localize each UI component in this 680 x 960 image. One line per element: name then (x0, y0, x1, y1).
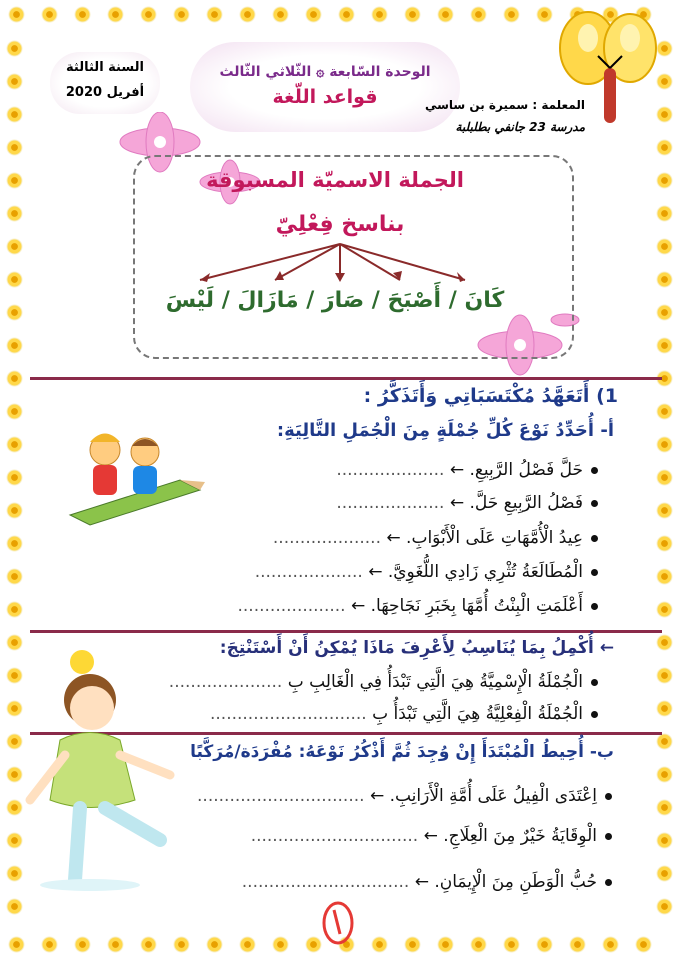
flower-border-icon (503, 6, 520, 23)
flower-border-icon (6, 469, 23, 486)
answer-blank[interactable]: ............................. (209, 704, 367, 724)
flower-border-icon (656, 337, 673, 354)
flower-border-icon (656, 436, 673, 453)
flower-border-icon (6, 568, 23, 585)
kids-on-pencil-illustration (60, 420, 210, 530)
flower-border-icon (6, 304, 23, 321)
flower-border-icon (656, 733, 673, 750)
flower-border-icon (371, 6, 388, 23)
page-stamp-icon (318, 898, 358, 948)
flower-border-icon (536, 936, 553, 953)
answer-blank[interactable]: .................... (336, 493, 450, 513)
date-label: أفريل 2020 (65, 85, 145, 100)
flower-border-icon (656, 535, 673, 552)
flower-border-icon (272, 6, 289, 23)
bullet-icon (591, 535, 598, 542)
part-b-row (251, 826, 612, 846)
flower-border-icon (656, 238, 673, 255)
part-a-heading: أ- أُحَدِّدُ نَوْعَ كُلِّ جُمْلَةٍ مِنَ الْجُمَلِ التَّالِيَةِ: (276, 420, 614, 441)
flower-border-icon (239, 936, 256, 953)
flower-border-icon (437, 6, 454, 23)
flower-border-icon (239, 6, 256, 23)
arrows-diagram (180, 240, 480, 285)
flower-border-icon (140, 6, 157, 23)
complete-text: الْجُمْلَةُ الْإِسْمِيَّةُ هِيَ الَّتِي تَبْدَأُ فِي الْغَالِبِ بِ (287, 672, 583, 692)
answer-blank[interactable]: ............................... (197, 786, 370, 806)
bullet-icon (591, 500, 598, 507)
flower-border-icon (8, 936, 25, 953)
section-divider (30, 377, 662, 380)
section-title: أَتَعَهَّدُ مُكْتَسَبَاتِي وَأَتَذَكَّرُ : (363, 385, 590, 407)
bullet-icon (605, 833, 612, 840)
flower-border-icon (656, 205, 673, 222)
flower-border-icon (206, 6, 223, 23)
flower-border-icon (656, 271, 673, 288)
flower-border-icon (74, 6, 91, 23)
sentence-text: حَلَّ فَصْلُ الرَّبِيعِ. ← (449, 460, 583, 480)
flower-border-icon (338, 6, 355, 23)
bullet-icon (591, 603, 598, 610)
sentence-text: الْمُطَالَعَةُ تُثْرِي زَادِي اللُّغَوِيَّ. ← (368, 562, 583, 582)
flower-border-icon (656, 139, 673, 156)
flower-border-icon (173, 6, 190, 23)
flower-border-icon (173, 936, 190, 953)
flower-border-icon (6, 139, 23, 156)
bullet-icon (591, 467, 598, 474)
answer-blank[interactable]: .................... (237, 596, 351, 616)
sentence-row (336, 460, 598, 480)
flower-border-icon (8, 6, 25, 23)
verbs-list: كَانَ / أَصْبَحَ / صَارَ / مَازَالَ / لَيْسَ (165, 288, 505, 313)
flower-border-icon (6, 535, 23, 552)
complete-text: الْجُمْلَةُ الْفِعْلِيَّةُ هِيَ الَّتِي تَبْدَأُ بِ (372, 704, 583, 724)
flower-border-icon (656, 634, 673, 651)
unit-title: الوحدة السّابعة ۞ الثّلاثي الثّالث (219, 64, 431, 80)
answer-blank[interactable]: ..................... (168, 672, 283, 692)
sentence-row (336, 493, 598, 513)
part-b-text: اِعْتَدَى الْفِيلُ عَلَى أُمَّةِ الْأَرَانِبِ. ← (369, 786, 597, 806)
flower-border-icon (602, 936, 619, 953)
bullet-icon (591, 679, 598, 686)
flower-border-icon (656, 865, 673, 882)
answer-blank[interactable]: .................... (336, 460, 450, 480)
flower-border-icon (41, 6, 58, 23)
sentence-text: فَصْلُ الرَّبِيعِ حَلَّ. ← (449, 493, 583, 513)
year-label: السنة الثالثة (66, 60, 144, 75)
flower-border-icon (6, 370, 23, 387)
flower-border-icon (6, 337, 23, 354)
teacher-info (425, 98, 585, 134)
flower-border-icon (6, 205, 23, 222)
teacher-name: المعلمة : سميرة بن ساسي (424, 98, 585, 112)
answer-blank[interactable]: .................... (254, 562, 369, 582)
flower-border-icon (6, 172, 23, 189)
part-b-text: حُبُّ الْوَطَنِ مِنَ الْإِيمَانِ. ← (414, 872, 597, 892)
sentence-row (273, 528, 598, 548)
sentence-row (238, 596, 599, 616)
part-b-row (197, 786, 612, 806)
flower-border-icon (656, 601, 673, 618)
flower-border-icon (6, 502, 23, 519)
flower-border-icon (656, 469, 673, 486)
complete-item (169, 672, 598, 692)
flower-border-icon (503, 936, 520, 953)
sentence-text: عِيدُ الْأُمَّهَاتِ عَلَى الْأَبْوَابِ. ← (386, 528, 583, 548)
flower-border-icon (6, 403, 23, 420)
answer-blank[interactable]: ............................... (241, 872, 415, 892)
flower-border-icon (404, 936, 421, 953)
flower-border-icon (272, 936, 289, 953)
flower-border-icon (6, 40, 23, 57)
flower-border-icon (6, 436, 23, 453)
complete-item (210, 704, 598, 724)
complete-heading: ← أُكْمِلُ بِمَا يُنَاسِبُ لِأَعْرِفَ مَاذَا يُمْكِنُ أَنْ أَسْتَنْتِجَ: (219, 638, 614, 658)
flower-border-icon (206, 936, 223, 953)
girl-illustration (20, 640, 200, 910)
flower-border-icon (569, 936, 586, 953)
flower-border-icon (305, 6, 322, 23)
flower-border-icon (635, 936, 652, 953)
flower-border-icon (656, 700, 673, 717)
part-b-heading: ب- أُحِيطُ الْمُبْتَدَأَ إِنْ وُجِدَ ثُمَّ أَذْكُرُ نَوْعَهُ: مُفْرَدَة/مُرَكَّبًا (190, 742, 614, 762)
lesson-subtitle: بناسخ فِعْلِيّ (275, 212, 405, 237)
flower-border-icon (656, 667, 673, 684)
section-number: 1) (596, 385, 618, 407)
answer-blank[interactable]: .................... (272, 528, 387, 548)
flower-border-icon (6, 238, 23, 255)
sentence-text: أَعْلَمَتِ الْبِنْتُ أُمَّهَا بِخَبَرِ نَجَاحِهَا. ← (350, 596, 583, 616)
flower-border-icon (656, 832, 673, 849)
flower-border-icon (656, 766, 673, 783)
flower-border-icon (6, 271, 23, 288)
sentence-row (255, 562, 598, 582)
flower-border-icon (656, 898, 673, 915)
flower-border-icon (656, 304, 673, 321)
flower-border-icon (6, 106, 23, 123)
flower-border-icon (41, 936, 58, 953)
bullet-icon (591, 711, 598, 718)
flower-border-icon (656, 502, 673, 519)
flower-border-icon (6, 73, 23, 90)
flower-border-icon (656, 568, 673, 585)
flower-border-icon (437, 936, 454, 953)
bullet-icon (605, 879, 612, 886)
flower-border-icon (404, 6, 421, 23)
flower-border-icon (656, 172, 673, 189)
class-info (50, 52, 160, 114)
flower-border-icon (371, 936, 388, 953)
flower-border-icon (656, 403, 673, 420)
flower-border-icon (6, 601, 23, 618)
flower-border-icon (656, 799, 673, 816)
section-heading (364, 385, 618, 407)
flower-border-icon (74, 936, 91, 953)
bullet-icon (605, 793, 612, 800)
part-b-row (242, 872, 612, 892)
bullet-icon (591, 569, 598, 576)
flower-border-icon (470, 6, 487, 23)
flower-border-icon (107, 936, 124, 953)
flower-border-icon (470, 936, 487, 953)
section-divider (30, 630, 662, 633)
school-name: مدرسة 23 جانفي بطلبلبة (455, 120, 585, 134)
flower-border-icon (107, 6, 124, 23)
flower-border-icon (140, 936, 157, 953)
subject-title: قواعد اللّغة (272, 86, 378, 108)
lesson-title: الجملة الاسميّة المسبوقة (206, 168, 464, 192)
part-b-text: الْوِقَايَةُ خَيْرٌ مِنَ الْعِلَاجِ. ← (423, 826, 597, 846)
answer-blank[interactable]: ............................... (250, 826, 424, 846)
